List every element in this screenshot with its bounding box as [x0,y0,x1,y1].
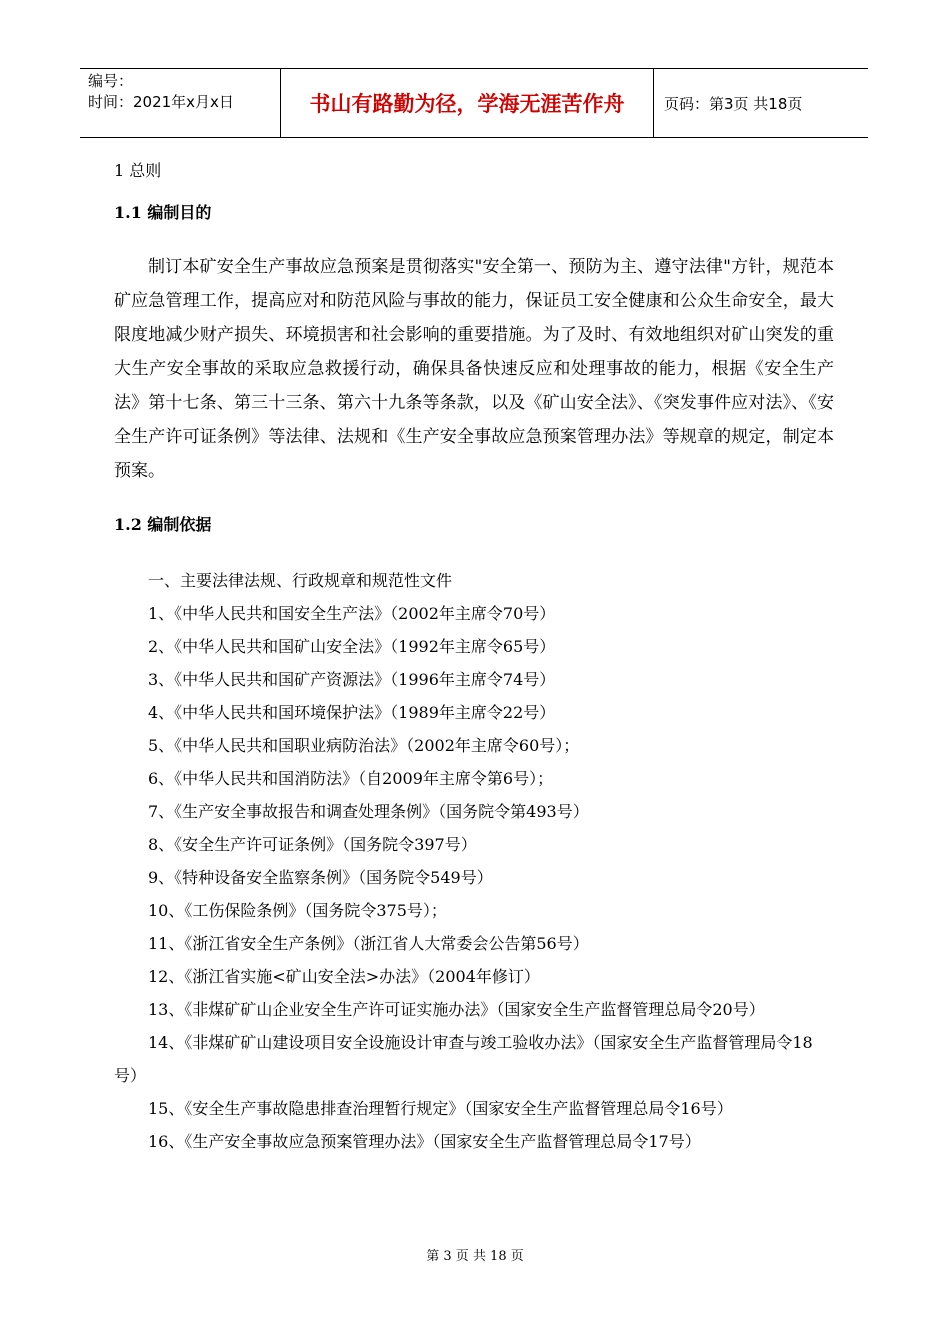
time-label: 时间：2021年x月x日 [88,93,234,111]
purpose-paragraph: 制订本矿安全生产事故应急预案是贯彻落实"安全第一、预防为主、遵守法律"方针，规范本矿应急管理工作，提高应对和防范风险与事故的能力，保证员工安全健康和公众生命安全，最大限度地减少财产损失、环境损害和社会影响的重要措施。为了及时、有效地组织对矿山突发的重大生产安全事故的采取应急救援行动，确保具备快速反应和处理事故的能力，根据《安全生产法》第十七条、第三十三条、第六十九条等条款，以及《矿山安全法》、《突发事件应对法》、《安全生产许可证条例》等法律、法规和《生产安全事故应急预案管理办法》等规章的规定，制定本预案。 [114,257,834,481]
list-item: 1、《中华人民共和国安全生产法》（2002年主席令70号） [148,604,556,623]
list-item: 10、《工伤保险条例》（国务院令375号）； [148,901,447,920]
list-item: 11、《浙江省安全生产条例》（浙江省人大常委会公告第56号） [148,934,589,953]
list-item: 2、《中华人民共和国矿山安全法》（1992年主席令65号） [148,637,556,656]
list-item: 15、《安全生产事故隐患排查治理暂行规定》（国家安全生产监督管理总局令16号） [148,1099,733,1118]
list-item: 5、《中华人民共和国职业病防治法》（2002年主席令60号）； [148,736,580,755]
list-item: 14、《非煤矿矿山建设项目安全设施设计审查与竣工验收办法》（国家安全生产监督管理局令18号） [114,1033,813,1085]
subsection-title-1-2: 1.2 编制依据 [114,515,212,534]
list-item: 7、《生产安全事故报告和调查处理条例》（国务院令第493号） [148,802,589,821]
list-item: 9、《特种设备安全监察条例》（国务院令549号） [148,868,493,887]
document-body [114,150,834,1158]
page-footer: 第 3 页 共 18 页 [426,1249,524,1264]
header-page-info: 页码：第3页 共18页 [664,94,803,113]
list-item: 16、《生产安全事故应急预案管理办法》（国家安全生产监督管理总局令17号） [148,1132,701,1151]
subsection-title-1-1: 1.1 编制目的 [114,203,212,222]
section-title: 1 总则 [114,161,162,180]
header-meta [80,69,281,137]
list-item: 3、《中华人民共和国矿产资源法》（1996年主席令74号） [148,670,556,689]
basis-list [114,564,834,1158]
list-item: 12、《浙江省实施<矿山安全法>办法》（2004年修订） [148,967,540,986]
list-item: 8、《安全生产许可证条例》（国务院令397号） [148,835,477,854]
page-header [80,68,868,138]
list-heading: 一、主要法律法规、行政规章和规范性文件 [148,571,453,590]
list-item: 4、《中华人民共和国环境保护法》（1989年主席令22号） [148,703,556,722]
header-motto: 书山有路勤为径，学海无涯苦作舟 [281,69,654,137]
list-item: 13、《非煤矿矿山企业安全生产许可证实施办法》（国家安全生产监督管理总局令20号） [148,1000,765,1019]
number-label: 编号： [88,72,134,90]
list-item: 6、《中华人民共和国消防法》（自2009年主席令第6号）； [148,769,554,788]
